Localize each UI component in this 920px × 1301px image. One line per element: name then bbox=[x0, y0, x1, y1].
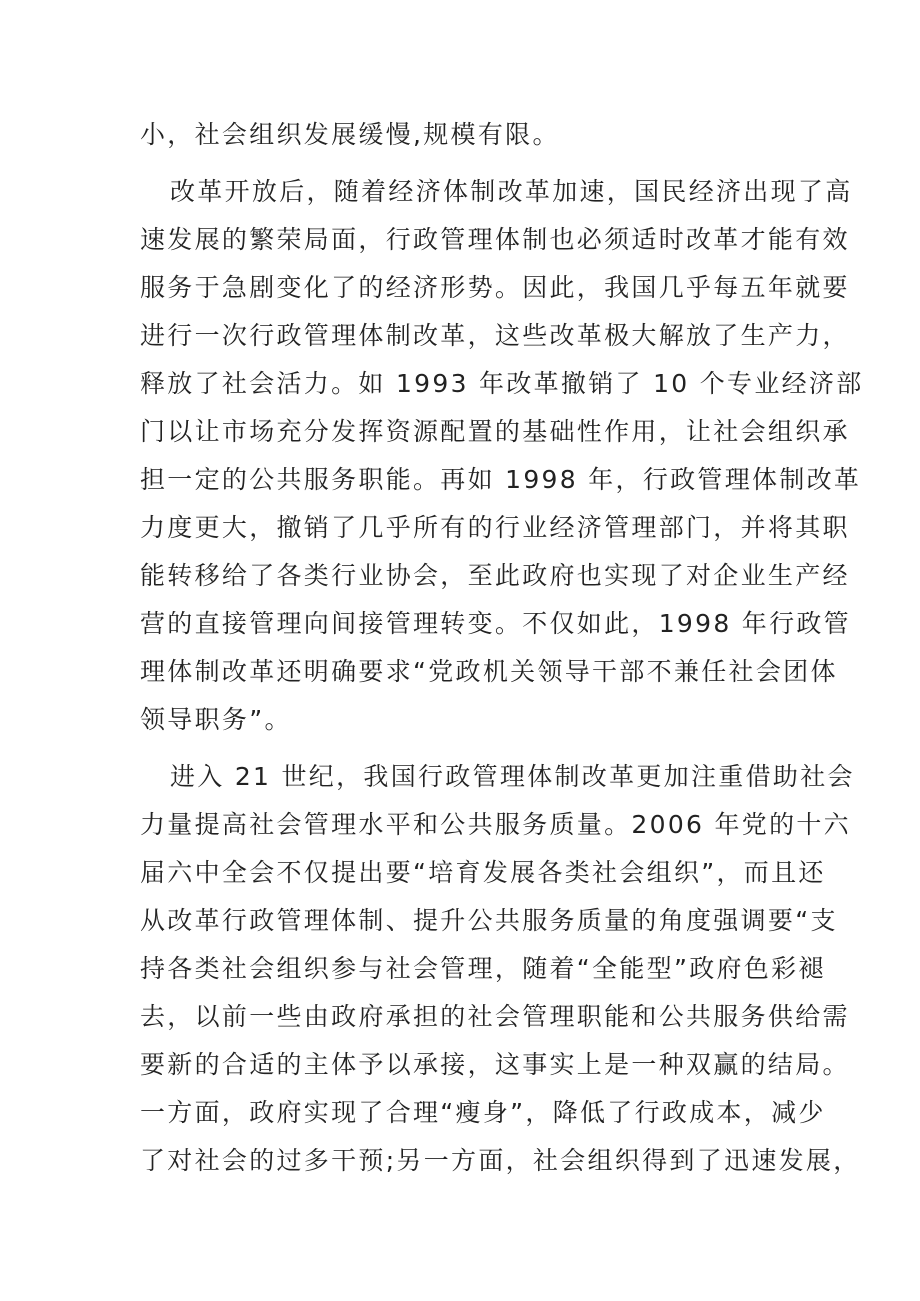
paragraph-3-line-5: 持各类社会组织参与社会管理，随着“全能型”政府色彩褪 bbox=[140, 954, 826, 983]
paragraph-1-line-1: 小，社会组织发展缓慢,规模有限。 bbox=[140, 120, 560, 149]
paragraph-3-line-4: 从改革行政管理体制、提升公共服务质量的角度强调要“支 bbox=[140, 906, 838, 935]
paragraph-2-line-2: 速发展的繁荣局面，行政管理体制也必须适时改革才能有效 bbox=[140, 225, 850, 254]
paragraph-3-line-2: 力量提高社会管理水平和公共服务质量。2006 年党的十六 bbox=[140, 810, 851, 839]
paragraph-3-line-6: 去，以前一些由政府承担的社会管理职能和公共服务供给需 bbox=[140, 1002, 850, 1031]
paragraph-2-line-5: 释放了社会活力。如 1993 年改革撤销了 10 个专业经济部 bbox=[140, 369, 864, 398]
paragraph-2-line-11: 理体制改革还明确要求“党政机关领导干部不兼任社会团体 bbox=[140, 657, 838, 686]
paragraph-3-line-7: 要新的合适的主体予以承接，这事实上是一种双赢的结局。 bbox=[140, 1050, 850, 1079]
paragraph-3-line-9: 了对社会的过多干预;另一方面，社会组织得到了迅速发展， bbox=[140, 1146, 861, 1175]
paragraph-2-line-8: 力度更大，撤销了几乎所有的行业经济管理部门，并将其职 bbox=[140, 513, 850, 542]
paragraph-2-line-4: 进行一次行政管理体制改革，这些改革极大解放了生产力， bbox=[140, 321, 850, 350]
paragraph-2-line-1: 改革开放后，随着经济体制改革加速，国民经济出现了高 bbox=[170, 177, 853, 206]
paragraph-2-line-3: 服务于急剧变化了的经济形势。因此，我国几乎每五年就要 bbox=[140, 273, 850, 302]
paragraph-2-line-9: 能转移给了各类行业协会，至此政府也实现了对企业生产经 bbox=[140, 561, 850, 590]
paragraph-3-line-1: 进入 21 世纪，我国行政管理体制改革更加注重借助社会 bbox=[170, 762, 855, 791]
paragraph-2-line-10: 营的直接管理向间接管理转变。不仅如此，1998 年行政管 bbox=[140, 609, 851, 638]
paragraph-2-line-12: 领导职务”。 bbox=[140, 705, 292, 734]
paragraph-2-line-6: 门以让市场充分发挥资源配置的基础性作用，让社会组织承 bbox=[140, 417, 850, 446]
paragraph-3-line-8: 一方面，政府实现了合理“瘦身”，降低了行政成本，减少 bbox=[140, 1098, 826, 1127]
paragraph-2-line-7: 担一定的公共服务职能。再如 1998 年，行政管理体制改革 bbox=[140, 465, 862, 494]
paragraph-3-line-3: 届六中全会不仅提出要“培育发展各类社会组织”，而且还 bbox=[140, 858, 826, 887]
